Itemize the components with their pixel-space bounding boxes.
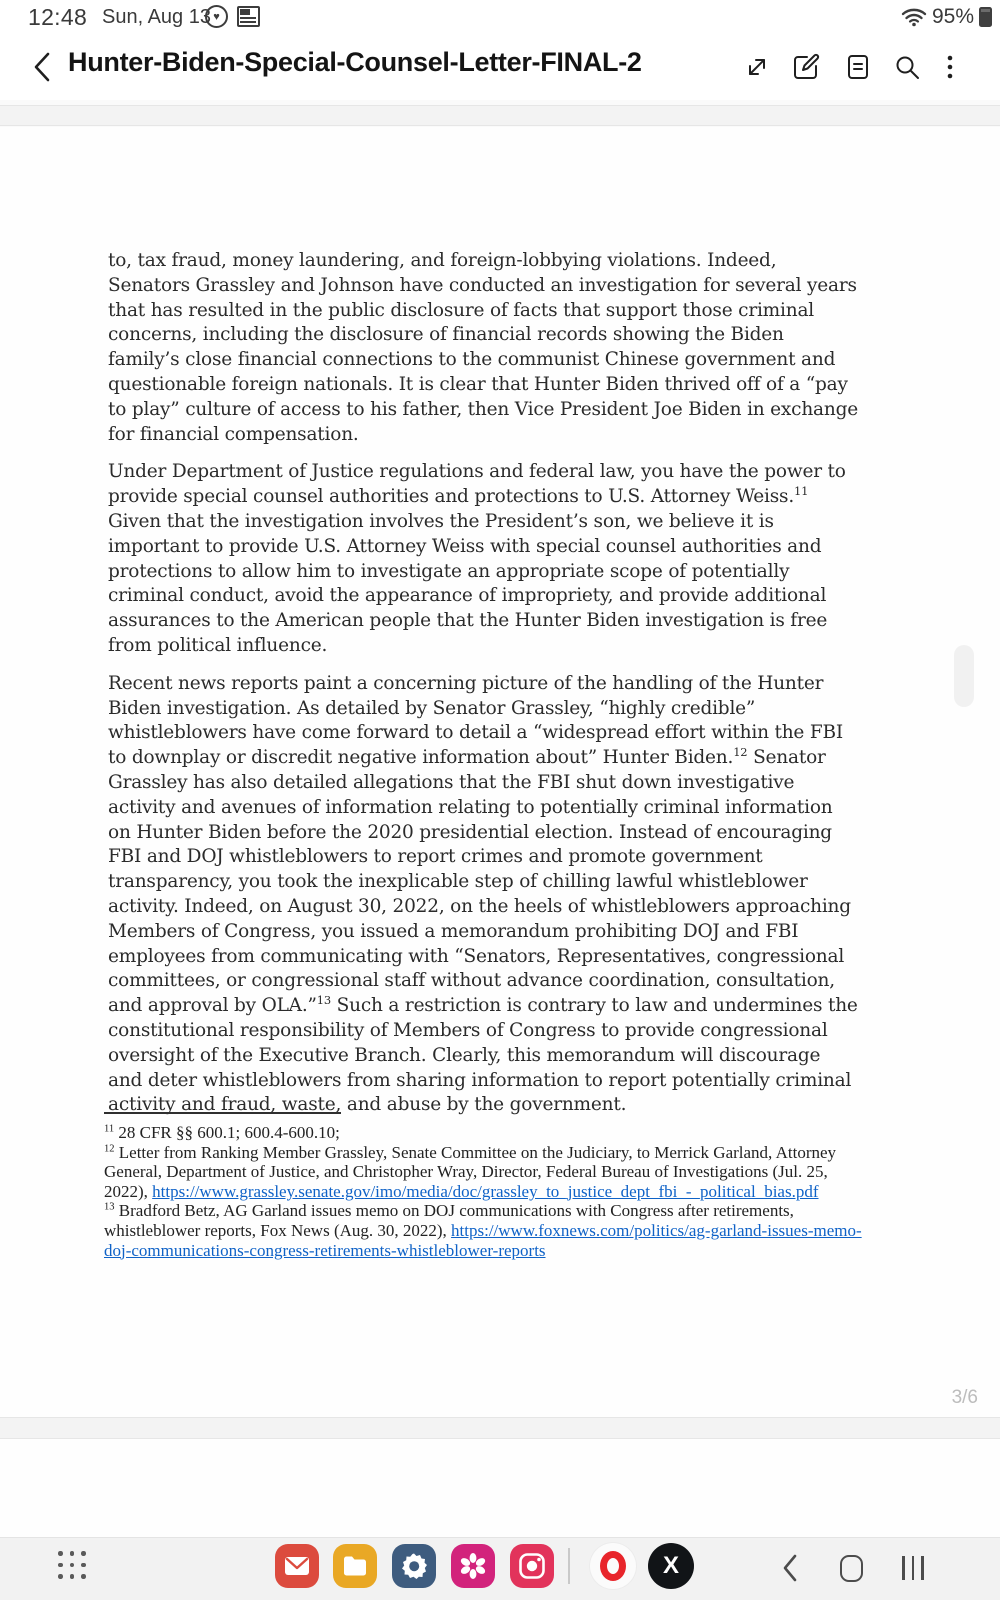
settings-app-button[interactable] xyxy=(392,1544,436,1588)
search-button[interactable] xyxy=(887,47,927,87)
back-nav-key[interactable] xyxy=(770,1550,810,1586)
expand-icon xyxy=(742,52,772,82)
pdf-page-3[interactable] xyxy=(0,127,1000,1417)
footnotes-section xyxy=(104,1112,866,1260)
page-gap xyxy=(0,105,1000,126)
scrollbar-thumb[interactable] xyxy=(954,645,974,707)
status-right-cluster xyxy=(901,0,992,34)
status-time: 12:48 xyxy=(28,4,88,30)
expand-button[interactable] xyxy=(737,47,777,87)
email-icon xyxy=(284,1556,310,1576)
footnote-ref-13: 13 xyxy=(316,992,331,1007)
battery-icon xyxy=(979,7,992,27)
body-paragraph: Under Department of Justice regulations and federal law, you have the power to provide special counsel authorities and protections to U.S. Attorney Weiss.$^{11}$ Given that the investigation involves the President’s son, we believe it is important to provide U.S. Attorney Weiss with special counsel authorities and protections to allow him to investigate an appropriate scope of potentially criminal conduct, avoid the appearance of impropriety, and provide additional assurances to the American people that the Hunter Biden investigation is free from political influence. xyxy=(108,461,846,656)
x-twitter-icon: X xyxy=(662,1552,679,1579)
footnote-11: $^{11}$ 28 CFR §§ 600.1; 600.4-600.10; xyxy=(104,1123,340,1142)
camera-icon xyxy=(518,1552,546,1580)
taskbar-divider xyxy=(568,1548,570,1584)
pdf-page-4-top[interactable] xyxy=(0,1439,1000,1537)
document-icon xyxy=(843,52,873,82)
my-files-app-button[interactable] xyxy=(333,1544,377,1588)
taskbar xyxy=(0,1537,1000,1600)
edit-button[interactable] xyxy=(786,47,826,87)
wifi-icon xyxy=(901,5,927,29)
grassley-letter-link[interactable]: https://www.grassley.senate.gov/imo/media/doc/grassley_to_justice_dept_fbi_-_political_bias.pdf xyxy=(152,1181,819,1201)
back-icon xyxy=(31,50,53,84)
my-files-icon xyxy=(342,1555,368,1577)
footnote-ref-12: 12 xyxy=(733,744,748,759)
search-icon xyxy=(892,52,922,82)
edit-icon xyxy=(790,51,822,83)
gallery-app-button[interactable] xyxy=(451,1544,495,1588)
battery-percent: 95% xyxy=(931,5,974,28)
opera-icon xyxy=(600,1551,626,1581)
calendar-notification-icon xyxy=(237,6,260,27)
camera-app-button[interactable] xyxy=(510,1544,554,1588)
x-twitter-app-button[interactable] xyxy=(648,1543,694,1589)
back-button[interactable] xyxy=(24,48,60,86)
gallery-flower-icon xyxy=(459,1552,487,1580)
status-bar xyxy=(0,0,1000,34)
footnote-separator xyxy=(104,1112,341,1114)
recents-nav-key[interactable] xyxy=(893,1550,933,1586)
letter-body xyxy=(108,249,860,1131)
status-date: Sun, Aug 13 xyxy=(102,6,211,28)
health-notification-icon: ♥ xyxy=(205,5,228,28)
opera-app-button[interactable] xyxy=(590,1543,636,1589)
toolbar xyxy=(0,34,1000,100)
email-app-button[interactable] xyxy=(275,1544,319,1588)
footnote-ref-11: 11 xyxy=(794,484,809,499)
back-key-icon xyxy=(781,1553,799,1583)
app-drawer-grid-icon xyxy=(58,1551,63,1556)
more-menu-icon xyxy=(935,52,965,82)
page-gap xyxy=(0,1417,1000,1439)
document-title: Hunter-Biden-Special-Counsel-Letter-FINAL-2 xyxy=(68,47,642,77)
foxnews-article-link[interactable]: https://www.foxnews.com/politics/ag-garland-issues-memo-doj-communications-congress-retirements-whistleblower-reports xyxy=(104,1220,862,1260)
more-menu-button[interactable] xyxy=(930,47,970,87)
pdf-viewport[interactable] xyxy=(0,100,1000,1537)
home-key-icon xyxy=(840,1555,863,1582)
body-paragraph: to, tax fraud, money laundering, and foreign-lobbying violations. Indeed, Senators Grassley and Johnson have conducted an investigation for several years that has resulted in the public disclosure of facts that support those criminal concerns, including the disclosure of financial records showing the Biden family’s close financial connections to the communist Chinese government and questionable foreign nationals. It is clear that Hunter Biden thrived off of a “pay to play” culture of access to his father, then Vice President Joe Biden in exchange for financial compensation. xyxy=(108,250,858,445)
home-nav-key[interactable] xyxy=(831,1550,871,1586)
page-indicator: 3/6 xyxy=(951,1387,978,1408)
recents-key-icon xyxy=(902,1556,905,1580)
contents-button[interactable] xyxy=(838,47,878,87)
footnote-13: $^{13}$ Bradford Betz, AG Garland issues memo on DOJ communications with Congress after retirements, whistleblower reports, Fox News (Aug. 30, 2022), https://www.foxnews.com/politics/ag-garland-issues-memo-doj-communications-congress-retirements-whistleblower-reports xyxy=(104,1201,862,1260)
settings-gear-icon xyxy=(400,1552,428,1580)
app-drawer-button[interactable] xyxy=(55,1548,89,1582)
footnote-12: $^{12}$ Letter from Ranking Member Grassley, Senate Committee on the Judiciary, to Merrick Garland, Attorney General, Department of Justice, and Christopher Wray, Director, Federal Bureau of Investigations (Jul. 25, 2022), https://www.grassley.senate.gov/imo/media/doc/grassley_to_justice_dept_fbi_-_political_bias.pdf xyxy=(104,1142,837,1201)
body-paragraph: Recent news reports paint a concerning picture of the handling of the Hunter Biden investigation. As detailed by Senator Grassley, “highly credible” whistleblowers have come forward to detail a “widespread effort within the FBI to downplay or discredit negative information about” Hunter Biden.$^{12}$ Senator Grassley has also detailed allegations that the FBI shut down investigative activity and avenues of information relating to potentially criminal information on Hunter Biden before the 2020 presidential election. Instead of encouraging FBI and DOJ whistleblowers to report crimes and promote government transparency, you took the inexplicable step of chilling lawful whistleblower activity. Indeed, on August 30, 2022, on the heels of whistleblowers approaching Members of Congress, you issued a memorandum prohibiting DOJ and FBI employees from communicating with “Senators, Representatives, congressional committees, or congressional staff without advance coordination, consultation, and approval by OLA.”$^{13}$ Such a restriction is contrary to law and undermines the constitutional responsibility of Members of Congress to provide congressional oversight of the Executive Branch. Clearly, this memorandum will discourage and deter whistleblowers from sharing information to report potentially criminal activity and fraud, waste, and abuse by the government. xyxy=(108,672,858,1116)
